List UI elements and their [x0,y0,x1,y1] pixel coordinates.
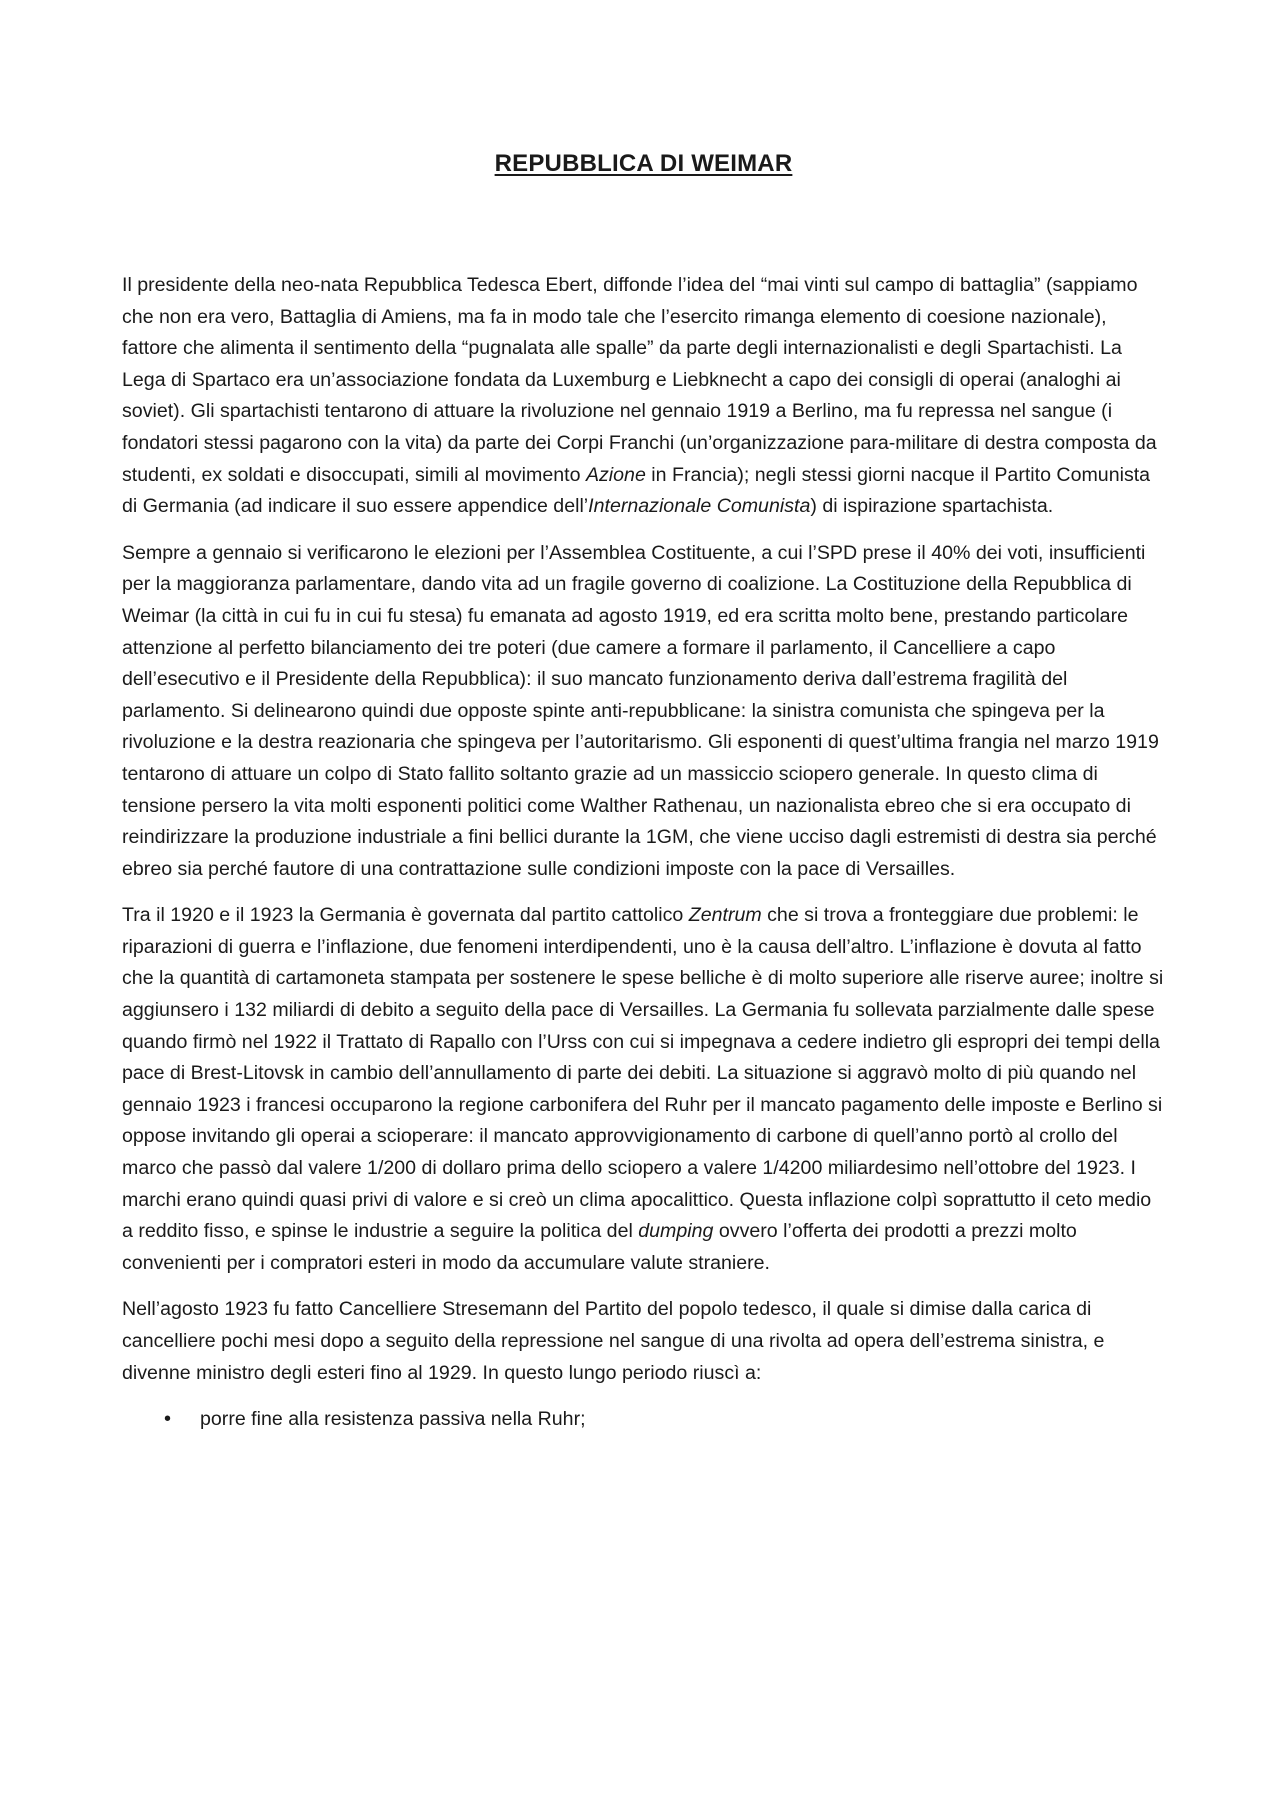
italic-run: Azione [585,463,646,486]
page-title: REPUBBLICA DI WEIMAR [494,150,793,177]
list-item-text: porre fine alla resistenza passiva nella Ruhr; [200,1408,586,1431]
list-item [122,1404,1165,1436]
text-run: Tra il 1920 e il 1923 la Germania è governata dal partito cattolico [122,904,689,927]
text-run: Sempre a gennaio si verificarono le elezioni per l’Assemblea Costituente, a cui l’SPD prese il 40% dei voti, insufficienti per la maggioranza parlamentare, dando vita ad un fragile governo di coalizione. La Costituzione della Repubblica di Weimar (la città in cui fu in cui fu stesa) fu emanata ad agosto 1919, ed era scritta molto bene, prestando particolare attenzione al perfetto bilanciamento dei tre poteri (due camere a formare il parlamento, il Cancelliere a capo dell’esecutivo e il Presidente della Repubblica): il suo mancato funzionamento deriva dall’estrema fragilità del parlamento. Si delinearono quindi due opposte spinte anti-repubblicane: la sinistra comunista che spingeva per la rivoluzione e la destra reazionaria che spingeva per l’autoritarismo. Gli esponenti di quest’ultima frangia nel marzo 1919 tentarono di attuare un colpo di Stato fallito soltanto grazie ad un massiccio sciopero generale. In questo clima di tensione persero la vita molti esponenti politici come Walther Rathenau, un nazionalista ebreo che si era occupato di reindirizzare la produzione industriale a fini bellici durante la 1GM, che viene ucciso dagli estremisti di destra sia perché ebreo sia perché fautore di una contrattazione sulle condizioni imposte con la pace di Versailles. [122,541,1159,880]
text-run: ovvero l’offerta dei prodotti a prezzi molto convenienti per i compratori esteri in modo da accumulare valute straniere. [122,1220,1077,1274]
paragraph-4 [122,1294,1165,1389]
text-run: ) di ispirazione spartachista. [810,495,1054,518]
text-run: Nell’agosto 1923 fu fatto Cancelliere Stresemann del Partito del popolo tedesco, il quale si dimise dalla carica di cancelliere pochi mesi dopo a seguito della repressione nel sangue di una rivolta ad opera dell’estrema sinistra, e divenne ministro degli esteri fino al 1929. In questo lungo periodo riuscì a: [122,1298,1105,1384]
paragraph-2 [122,538,1165,886]
italic-run: Internazionale Comunista [588,495,811,518]
text-run: in Francia); negli stessi giorni nacque il Partito Comunista di Germania (ad indicare il suo essere appendice dell’ [122,463,1151,518]
text-run: che si trova a fronteggiare due problemi: le riparazioni di guerra e l’inflazione, due fenomeni interdipendenti, uno è la causa dell’altro. L’inflazione è dovuta al fatto che la quantità di cartamoneta stampata per sostenere le spese belliche è di molto superiore alle riserve auree; inoltre si aggiunsero i 132 miliardi di debito a seguito della pace di Versailles. La Germania fu sollevata parzialmente dalle spese quando firmò nel 1922 il Trattato di Rapallo con l’Urss con cui si impegnava a cedere indietro gli espropri dei tempi della pace di Brest-Litovsk in cambio dell’annullamento di parte dei debiti. La situazione si aggravò molto di più quando nel gennaio 1923 i francesi occuparono la regione carbonifera del Ruhr per il mancato pagamento delle imposte e Berlino si oppose invitando gli operai a scioperare: il mancato approvvigionamento di carbone di quell’anno portò al crollo del marco che passò dal valere 1/200 di dollaro prima dello sciopero a valere 1/4200 miliardesimo nell’ottobre del 1923. I marchi erano quindi quasi privi di valore e si creò un clima apocalittico. Questa inflazione colpì soprattutto il ceto medio a reddito fisso, e spinse le industrie a seguire la politica del [122,904,1164,1243]
bullet-list [122,1404,1165,1436]
document-body [122,270,1165,1389]
bullet-icon: • [164,1408,172,1431]
italic-run: dumping [638,1220,714,1243]
paragraph-1 [122,270,1165,523]
paragraph-3 [122,900,1165,1279]
text-run: Il presidente della neo-nata Repubblica Tedesca Ebert, diffonde l’idea del “mai vinti sul campo di battaglia” (sappiamo che non era vero, Battaglia di Amiens, ma fa in modo tale che l’esercito rimanga elemento di coesione nazionale), fattore che alimenta il sentimento della “pugnalata alle spalle” da parte degli internazionalisti e degli Spartachisti. La Lega di Spartaco era un’associazione fondata da Luxemburg e Liebknecht a capo dei consigli di operai (analoghi ai soviet). Gli spartachisti tentarono di attuare la rivoluzione nel gennaio 1919 a Berlino, ma fu repressa nel sangue (i fondatori stessi pagarono con la vita) da parte dei Corpi Franchi (un’organizzazione para-militare di destra composta da studenti, ex soldati e disoccupati, simili al movimento [122,274,1157,486]
italic-run: Zentrum [688,904,762,927]
